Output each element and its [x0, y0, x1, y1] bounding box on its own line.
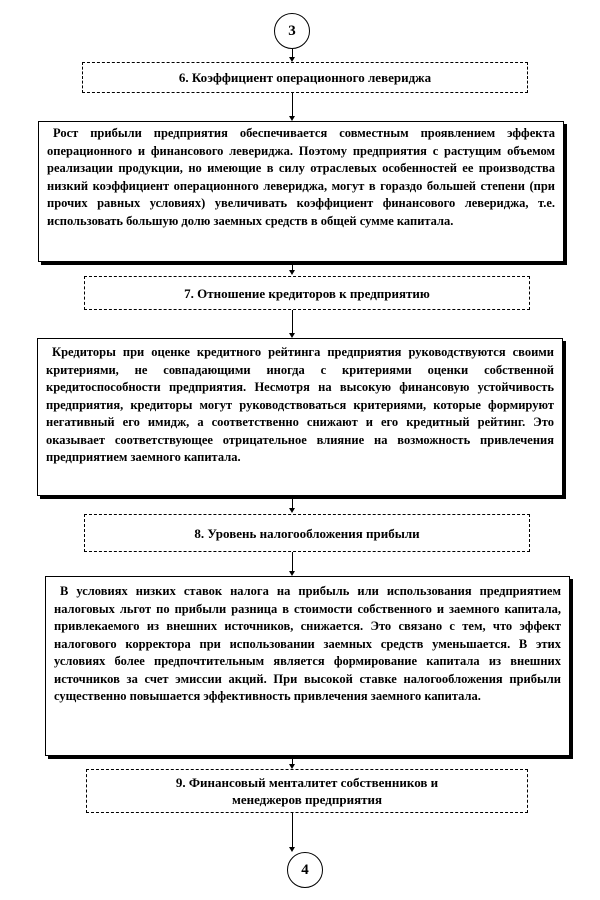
step-8-title: 8. Уровень налогообложения прибыли	[194, 525, 420, 541]
step-6-text: Рост прибыли предприятия обеспечивается совместным проявлением эффекта операционного и финансового левериджа. Поэтому предприятия с растущим объемом реализации продукции, но имеющие в силу отраслевых особенностей ее производства низкий коэффициент операционного левериджа, могут в гораздо большей степени (при прочих равных условиях) увеличивать коэффициент финансового левериджа, т.е. использовать большую долю заемных средств в общей сумме капитала.	[47, 126, 555, 228]
flow-line	[292, 310, 293, 334]
flow-arrow	[289, 847, 295, 852]
step-8-text: В условиях низких ставок налога на прибыль или использования предприятием налоговых льгот по прибыли разница в стоимости собственного и заемного капитала, привлекаемого из внешних источников, снижается. Это связано с тем, что эффект налогового корректора при использовании заемных средств уменьшается. В этих условиях более предпочтительным является формирование капитала из внешних источников за счет эмиссии акций. При высокой ставке налогообложения прибыли существенно повышается эффективность привлечения заемного капитала.	[54, 584, 561, 703]
connector-bottom-label: 4	[301, 861, 309, 878]
step-9-title: 9. Финансовый менталитет собственников и менеджеров предприятия	[175, 775, 439, 807]
flow-arrow	[289, 508, 295, 513]
flow-line	[292, 552, 293, 572]
step-7-description	[37, 338, 563, 496]
connector-top	[274, 13, 310, 49]
step-6-header	[82, 62, 528, 93]
connector-top-label: 3	[288, 22, 296, 39]
step-6-title: 6. Коэффициент операционного левериджа	[178, 70, 432, 85]
step-7-title: 7. Отношение кредиторов к предприятию	[184, 285, 430, 301]
flow-line	[292, 813, 293, 848]
step-7-header	[84, 276, 530, 310]
step-6-description	[38, 121, 564, 262]
connector-bottom	[287, 852, 323, 888]
step-9-header	[86, 769, 528, 813]
step-7-text: Кредиторы при оценке кредитного рейтинга предприятия руководствуются своими критериями, не совпадающими иногда с критериями оценки собственной кредитоспособности предприятия. Несмотря на высокую финансовую устойчивость предприятия, кредиторы могут руководствоваться критериями, которые формируют негативный его имидж, а соответственно снижают и его кредитный рейтинг. Это оказывает соответствующее отрицательное влияние на возможность привлечения предприятием заемного капитала.	[46, 345, 554, 464]
step-8-description	[45, 576, 570, 756]
flow-arrow	[289, 270, 295, 275]
flow-line	[292, 93, 293, 117]
step-8-header	[84, 514, 530, 552]
